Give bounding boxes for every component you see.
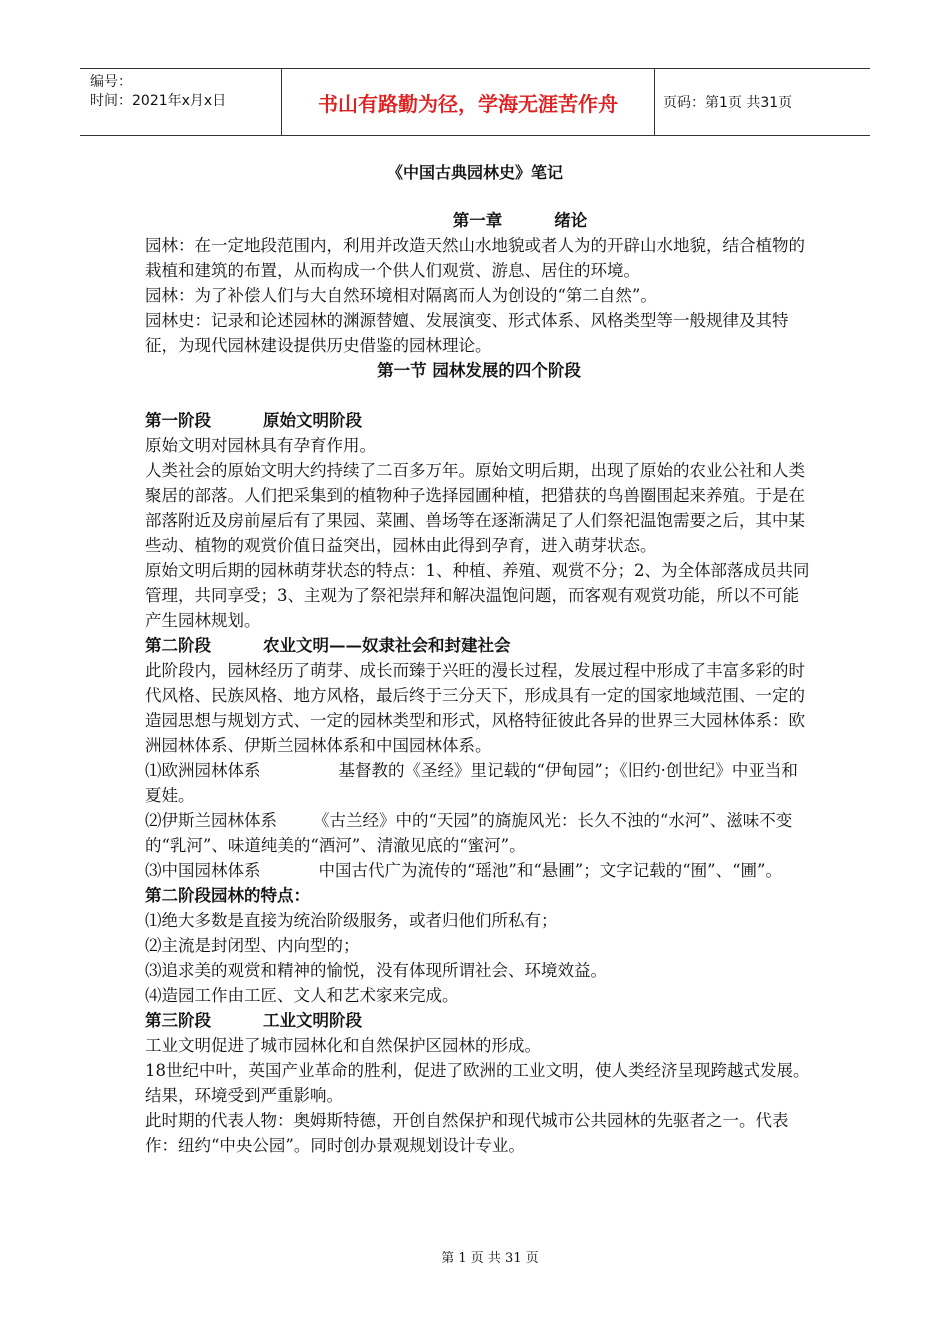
feature-item: ⑷造园工作由工匠、文人和艺术家来完成。	[145, 986, 459, 1005]
system-china	[145, 858, 813, 883]
stage3-para-1: 工业文明促进了城市园林化和自然保护区园林的形成。	[145, 1036, 541, 1055]
feature-item: ⑶追求美的观赏和精神的愉悦，没有体现所谓社会、环境效益。	[145, 961, 607, 980]
document-title: 《中国古典园林史》笔记	[386, 163, 563, 182]
document-body	[145, 208, 813, 1158]
stage3-heading-a: 第三阶段	[145, 1011, 211, 1030]
stage1-heading-a: 第一阶段	[145, 411, 211, 430]
stage2-heading-a: 第二阶段	[145, 636, 211, 655]
chapter-name: 绪论	[554, 211, 588, 230]
stage3-para-2: 18世纪中叶，英国产业革命的胜利，促进了欧洲的工业文明，使人类经济呈现跨越式发展。结果，环境受到严重影响。	[145, 1061, 810, 1105]
feature-item: ⑴绝大多数是直接为统治阶级服务，或者归他们所私有；	[145, 911, 558, 930]
system-name: ⑶中国园林体系	[145, 861, 261, 880]
definition-2: 园林：为了补偿人们与大自然环境相对隔离而人为创设的“第二自然”。	[145, 286, 657, 305]
feature-item: ⑵主流是封闭型、内向型的；	[145, 936, 360, 955]
system-europe	[145, 758, 813, 808]
system-desc: 《古兰经》中的“天园”的旖旎风光：长久不浊的“水河”、滋味不变的“乳河”、味道纯美的“酒河”、清澈见底的“蜜河”。	[145, 811, 793, 855]
stage1-para-2: 人类社会的原始文明大约持续了二百多万年。原始文明后期，出现了原始的农业公社和人类聚居的部落。人们把采集到的植物种子选择园圃种植，把猎获的鸟兽圈围起来养殖。于是在部落附近及房前屋后有了果园、菜圃、兽场等在逐渐满足了人们祭祀温饱需要之后，其中某些动、植物的观赏价值日益突出，园林由此得到孕育，进入萌芽状态。	[145, 461, 805, 555]
chapter-heading	[145, 208, 813, 233]
header-motto: 书山有路勤为径，学海无涯苦作舟	[282, 69, 655, 135]
stage1-para-3: 原始文明后期的园林萌芽状态的特点：1、种植、养殖、观赏不分；2、为全体部落成员共同管理，共同享受；3、主观为了祭祀崇拜和解决温饱问题，而客观有观赏功能，所以不可能产生园林规划。	[145, 561, 810, 630]
stage1-heading	[145, 408, 813, 433]
stage2-intro: 此阶段内，园林经历了萌芽、成长而臻于兴旺的漫长过程，发展过程中形成了丰富多彩的时代风格、民族风格、地方风格，最后终于三分天下，形成具有一定的国家地域范围、一定的造园思想与规划方式、一定的园林类型和形式，风格特征彼此各异的世界三大园林体系：欧洲园林体系、伊斯兰园林体系和中国园林体系。	[145, 661, 805, 755]
stage3-para-3: 此时期的代表人物：奥姆斯特德，开创自然保护和现代城市公共园林的先驱者之一。代表作：纽约“中央公园”。同时创办景观规划设计专业。	[145, 1111, 789, 1155]
header-meta	[80, 69, 282, 135]
stage2-heading	[145, 633, 813, 658]
stage3-heading	[145, 1008, 813, 1033]
system-desc: 基督教的《圣经》里记载的“伊甸园”；《旧约·创世纪》中亚当和夏娃。	[145, 761, 798, 805]
number-label: 编号：	[90, 74, 132, 90]
definition-3: 园林史：记录和论述园林的渊源替嬗、发展演变、形式体系、风格类型等一般规律及其特征，为现代园林建设提供历史借鉴的园林理论。	[145, 311, 789, 355]
chapter-number: 第一章	[452, 211, 503, 230]
stage1-para-1: 原始文明对园林具有孕育作用。	[145, 436, 376, 455]
header-page-info: 页码：第1页 共31页	[663, 95, 793, 111]
system-islam	[145, 808, 813, 858]
stage3-heading-b: 工业文明阶段	[263, 1011, 362, 1030]
page-header	[80, 68, 870, 136]
section-heading: 第一节 园林发展的四个阶段	[377, 361, 581, 380]
stage1-heading-b: 原始文明阶段	[263, 411, 362, 430]
stage2-features-heading: 第二阶段园林的特点：	[145, 886, 310, 905]
definition-1: 园林：在一定地段范围内，利用并改造天然山水地貌或者人为的开辟山水地貌，结合植物的栽植和建筑的布置，从而构成一个供人们观赏、游息、居住的环境。	[145, 236, 805, 280]
system-name: ⑵伊斯兰园林体系	[145, 811, 277, 830]
system-name: ⑴欧洲园林体系	[145, 761, 261, 780]
page-footer: 第 1 页 共 31 页	[441, 1251, 539, 1266]
time-label: 时间：2021年x月x日	[90, 93, 227, 109]
system-desc: 中国古代广为流传的“瑶池”和“悬圃”；文字记载的“囿”、“圃”。	[318, 861, 782, 880]
stage2-heading-b: 农业文明——奴隶社会和封建社会	[263, 636, 511, 655]
